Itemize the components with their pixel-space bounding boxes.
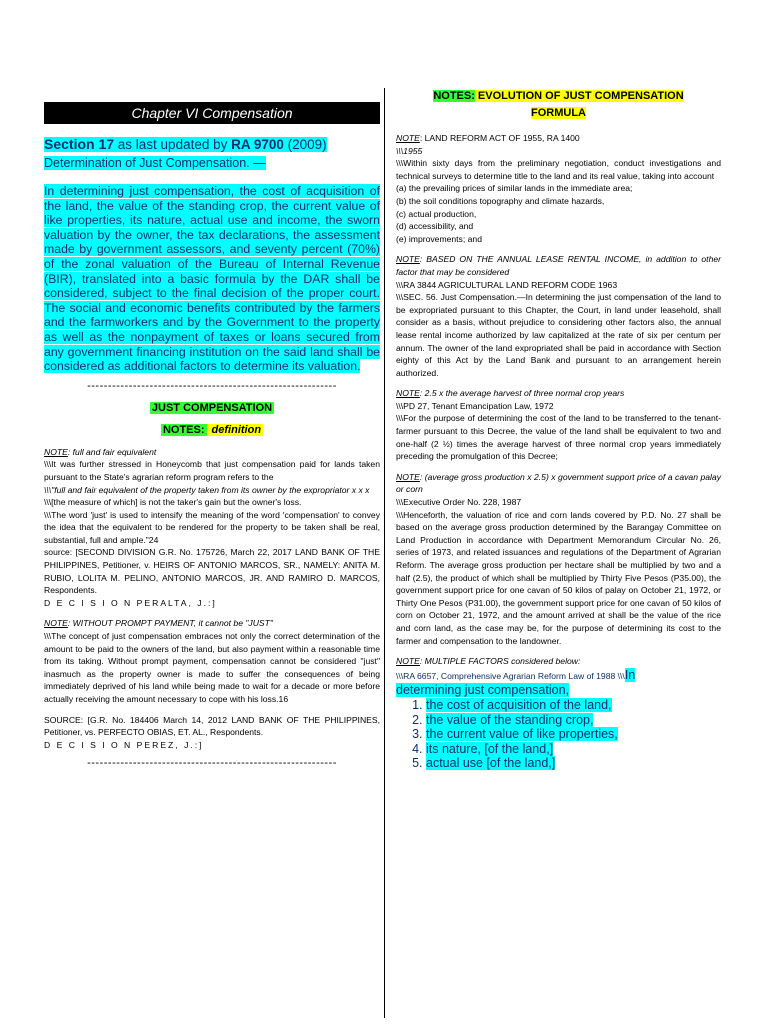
section-heading xyxy=(44,136,380,172)
divider-dashes: ------------------------------------------------------------ xyxy=(87,379,337,392)
left-column xyxy=(44,102,380,775)
section-subtitle: Determination of Just Compensation. — xyxy=(44,156,266,170)
section-year: (2009) xyxy=(283,137,327,152)
list-item: 2. the value of the standing crop, xyxy=(426,713,721,728)
list-item: 3. the current value of like properties, xyxy=(426,727,721,742)
section-body: In determining just compensation, the cost of acquisition of the land, the value of the standing crop, the current value of like properties, its nature, actual use and income, the sworn valuation by the owner, the tax declarations, the assessment made by government assessors, and seventy percent (70%) of the zonal valuation of the Bureau of Internal Revenue (BIR), translated into a basic formula by the DAR shall be considered, subject to the final decision of the proper court. The social and economic benefits contributed by the farmers and the farmworkers and by the Government to the property as well as the nonpayment of taxes or loans secured from any government financing institution on the said land shall be considered as additional factors to determine its valuation. xyxy=(44,184,380,374)
definition-notes: NOTE: full and fair equivalent \\\It was further stressed in Honeycomb that just compensation paid for lands taken pursuant to the State's agrarian reform program refers to the \\\"full and fair equivalent of the property taken from its owner by the expropriator x x x \\\[the measure of which] is not the taker's gain but the owner's loss. \\\The word 'just' is used to intensify the meaning of the word 'compensation' to convey the idea that the equivalent to be rendered for the property to be taken shall be real, substantial, full and ample."24 source: [SECOND DIVISION G.R. No. 175726, March 22, 2017 LAND BANK OF THE PHILIPPINES, Petitioner, v. HEIRS OF ANTONIO MARCOS, SR., NAMELY: ANITA M. RUBIO, LOLITA M. PELINO, ANTONIO MARCOS, JR. AND RAMIRO D. MARCOS, Respondents. D E C I S I O N PERALTA, J.:] NOTE: WITHOUT PROMPT PAYMENT, it cannot be "JUST" \\\The concept of just compensation embraces not only the correct determination of the amount to be paid to the owners of the land, but also payment within a reasonable time from its taking. Without prompt payment, compensation cannot be considered "just" inasmuch as the property owner is made to suffer the consequences of being immediately deprived of his land while being made to wait for a decade or more before actually receiving the amount necessary to cope with his loss.16 SOURCE: [G.R. No. 184406 March 14, 2012 LAND BANK OF THE PHILIPPINES, Petitioner, vs. PERFECTO OBIAS, ET. AL., Respondents. D E C I S I O N PEREZ, J.:] xyxy=(44,446,380,750)
factors-list xyxy=(396,698,721,771)
multiple-factors: \\\RA 6657, Comprehensive Agrarian Reform Law of 1988 \\\In determining just compensation, xyxy=(396,667,636,698)
evolution-title: NOTES: EVOLUTION OF JUST COMPENSATION FORMULA xyxy=(433,90,684,119)
list-item: 5. actual use [of the land,] xyxy=(426,756,721,771)
section-ra: RA 9700 xyxy=(231,137,284,152)
column-divider xyxy=(384,88,385,1018)
just-compensation-heading: JUST COMPENSATION xyxy=(151,401,273,414)
divider-dashes-bottom: ------------------------------------------------------------ xyxy=(87,757,337,770)
list-item: 1. the cost of acquisition of the land, xyxy=(426,698,721,713)
evolution-notes: NOTE: LAND REFORM ACT OF 1955, RA 1400 \\\1955 \\\Within sixty days from the preliminary negotiation, conduct investigations and technical surveys to determine title to the land and its real value, taking into account (a) the prevailing prices of similar lands in the immediate area; (b) the soil conditions topography and climate hazards, (c) actual production, (d) accessibility, and (e) improvements; and NOTE: BASED ON THE ANNUAL LEASE RENTAL INCOME, in addition to other factor that may be considered \\\RA 3844 AGRICULTURAL LAND REFORM CODE 1963 \\\SEC. 56. Just Compensation.—In determining the just compensation of the land to be expropriated pursuant to this Chapter, the Court, in land under leasehold, shall consider as a basis, without prejudice to considering other factors also, the annual lease rental income authorized by law capitalized at the rate of six per centum per annum. The owner of the land expropriated shall be paid in accordance with Section eighty of this Act by the Land Bank and pursuant to an arrangement herein authorized. NOTE: 2.5 x the average harvest of three normal crop years \\\PD 27, Tenant Emancipation Law, 1972 \\\For the purpose of determining the cost of the land to be transferred to the tenant-farmer pursuant to this Decree, the value of the land shall be equivalent to two and one-half (2 ½) times the average harvest of three normal crop years immediately preceding the promulgation of this Decree; NOTE: (average gross production x 2.5) x government support price of a cavan palay or corn \\\Executive Order No. 228, 1987 \\\Henceforth, the valuation of rice and corn lands covered by P.D. No. 27 shall be based on the average gross production determined by the Barangay Committee on Land Production in accordance with Department Memorandum Circular No. 26, series of 1973, and related issuances and regulations of the Department of Agrarian Reform. The average gross production per hectare shall be multiplied by two and a half (2.5), the product of which shall be multiplied by Thirty Five Pesos (P35.00), the government support price for one cavan of 50 kilos of palay on October 21, 1972, or Thirty One Pesos (P31.00), the government support price for one cavan of 50 kilos of corn on October 21, 1972, and the amount arrived at shall be the value of the rice and corn land, as the case may be, for the purpose of determining its cost to the farmer and compensation to the landowner. NOTE: MULTIPLE FACTORS considered below: xyxy=(396,133,721,667)
list-item: 4. its nature, [of the land,] xyxy=(426,742,721,757)
section-label: Section 17 xyxy=(44,136,115,152)
notes-definition-heading: NOTES: definition xyxy=(162,423,262,436)
chapter-title: Chapter VI Compensation xyxy=(44,102,380,124)
right-column xyxy=(396,88,721,771)
section-pre: as last updated by xyxy=(114,137,232,152)
